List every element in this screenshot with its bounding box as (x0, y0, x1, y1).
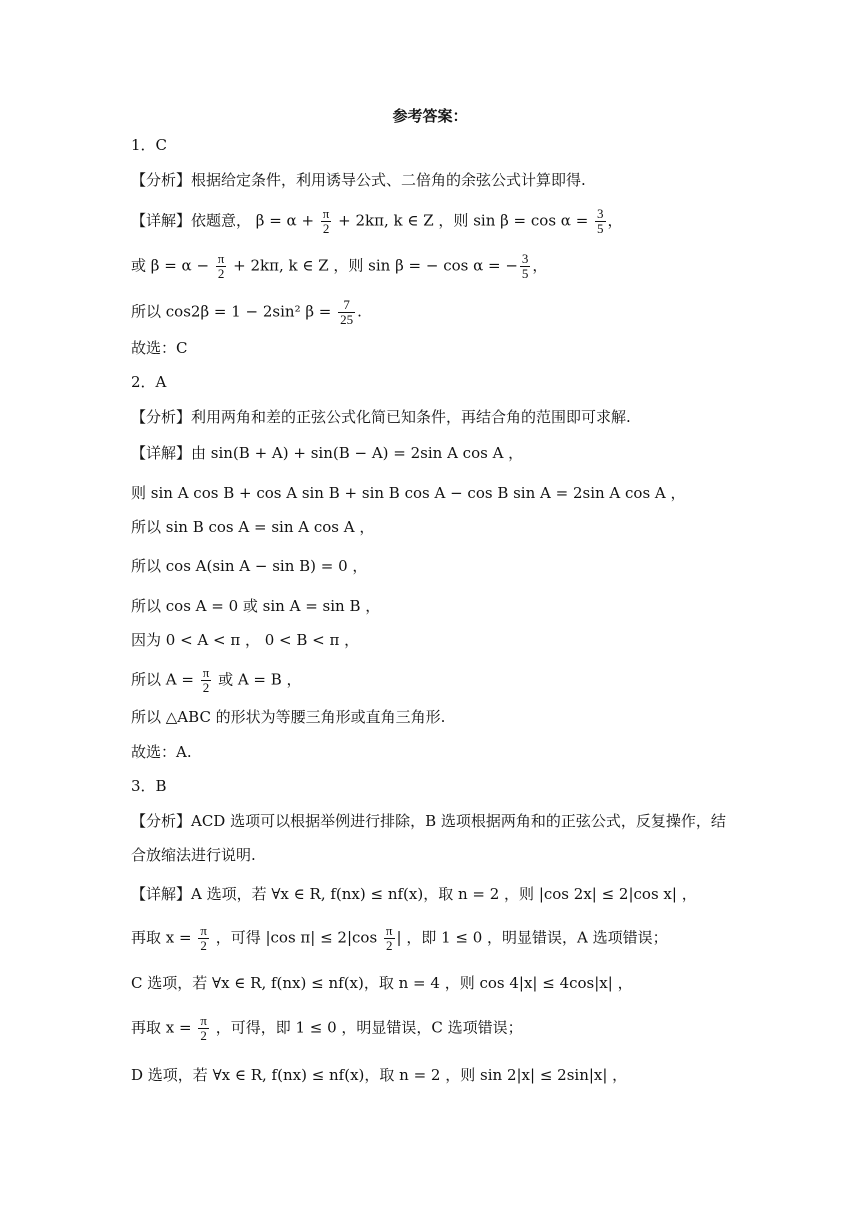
fraction: $\frac{\pi}{2}$ (200, 923, 207, 953)
q2-detail-line1: 【详解】由 sin(B + A) + sin(B − A) = 2sin A cos A ， (131, 444, 524, 462)
q2-detail-line6: 因为 0 < A < π ， 0 < B < π ， (131, 631, 360, 649)
q2-detail-line2: 则 sin A cos B + cos A sin B + sin B cos A − cos B sin A = 2sin A cos A ， (131, 484, 686, 502)
q2-answer: 2．A (131, 373, 167, 391)
q3-detail-line2: 再取 x = $\frac{\pi}{2}$ ，可得 |cos π| ≤ 2|cos $\frac{\pi}{2}$ | ，即 1 ≤ 0 ，明显错误，A 选项错误； (131, 923, 668, 953)
q1-detail-line1: 【详解】依题意， β = α + $\frac{\pi}{2}$ + 2kπ, k ∈ Z ，则 sin β = cos α = $\frac{3}{5}$ ， (131, 206, 623, 236)
fraction: $\frac{\pi}{2}$ (322, 206, 330, 236)
q1-analysis: 【分析】根据给定条件，利用诱导公式、二倍角的余弦公式计算即得. (131, 171, 586, 189)
fraction: $\frac{\pi}{2}$ (217, 251, 225, 281)
q3-answer: 3．B (131, 777, 167, 795)
q1-choice: 故选：C (131, 339, 188, 357)
q3-analysis-line2: 合放缩法进行说明. (131, 846, 256, 864)
fraction: $\frac{7}{25}$ (340, 297, 354, 327)
q2-detail-line3: 所以 sin B cos A = sin A cos A ， (131, 518, 375, 536)
fraction: $\frac{\pi}{2}$ (202, 665, 210, 695)
q2-choice: 故选：A. (131, 743, 192, 761)
q2-detail-line4: 所以 cos A(sin A − sin B) = 0 ， (131, 557, 368, 575)
section-title: 参考答案： (392, 107, 468, 125)
fraction: $\frac{\pi}{2}$ (385, 923, 393, 953)
q2-detail-line7: 所以 A = $\frac{\pi}{2}$ 或 A = B ， (131, 665, 302, 695)
q3-detail-line1: 【详解】A 选项，若 ∀x ∈ R, f(nx) ≤ nf(x)，取 n = 2 ，则 |cos 2x| ≤ 2|cos x| ， (131, 885, 697, 903)
q3-detail-line5: D 选项，若 ∀x ∈ R, f(nx) ≤ nf(x)，取 n = 2 ，则 sin 2|x| ≤ 2sin|x| ， (131, 1066, 628, 1084)
q2-detail-line8: 所以 △ABC 的形状为等腰三角形或直角三角形. (131, 708, 446, 726)
q3-detail-line3: C 选项，若 ∀x ∈ R, f(nx) ≤ nf(x)，取 n = 4 ，则 cos 4|x| ≤ 4cos|x| ， (131, 974, 633, 992)
q1-detail-label: 【详解】 (131, 211, 192, 230)
fraction: $\frac{3}{5}$ (521, 251, 529, 281)
q1-detail-line2: 或 β = α − $\frac{\pi}{2}$ + 2kπ, k ∈ Z ，则 sin β = − cos α = − $\frac{3}{5}$ ， (131, 251, 548, 281)
q3-analysis-line1: 【分析】ACD 选项可以根据举例进行排除，B 选项根据两角和的正弦公式，反复操作，结 (131, 812, 726, 830)
fraction: $\frac{3}{5}$ (597, 206, 604, 236)
q1-detail-line3: 所以 cos2β = 1 − 2sin² β = $\frac{7}{25}$ . (131, 297, 362, 327)
q2-detail-line5: 所以 cos A = 0 或 sin A = sin B ， (131, 597, 381, 615)
fraction: $\frac{\pi}{2}$ (200, 1013, 207, 1043)
q1-answer: 1．C (131, 136, 168, 154)
q2-analysis: 【分析】利用两角和差的正弦公式化简已知条件，再结合角的范围即可求解. (131, 408, 631, 426)
q3-detail-line4: 再取 x = $\frac{\pi}{2}$ ，可得，即 1 ≤ 0 ，明显错误，C 选项错误； (131, 1013, 523, 1043)
